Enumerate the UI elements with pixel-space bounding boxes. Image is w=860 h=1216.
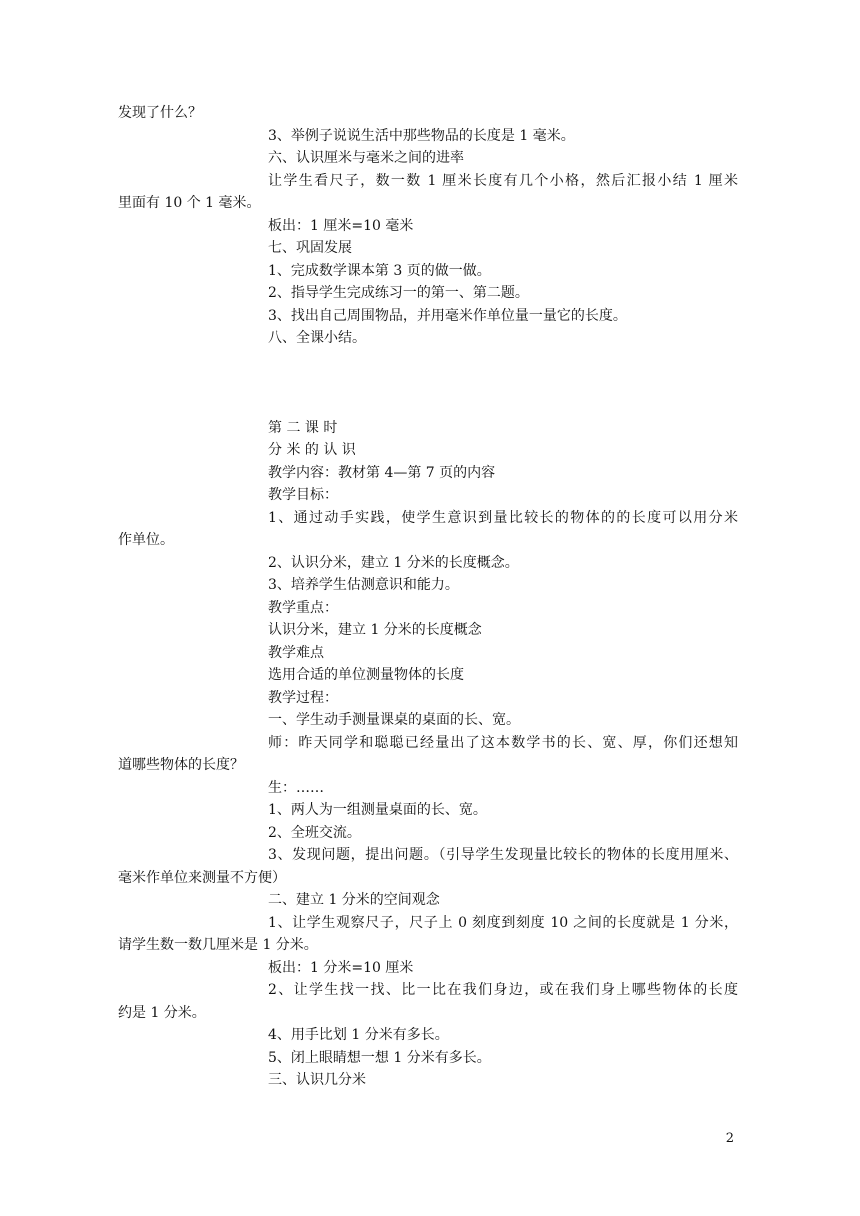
text-line: 教学目标：	[268, 487, 338, 503]
text-line: 约是 1 分米。	[118, 1004, 206, 1021]
text-line: 认识分米，建立 1 分米的长度概念	[268, 622, 482, 638]
text-line: 毫米作单位来测量不方便）	[118, 869, 286, 886]
text-line: 道哪些物体的长度？	[118, 757, 244, 773]
text-line: 5、闭上眼睛想一想 1 分米有多长。	[268, 1049, 491, 1066]
page-number: 2	[725, 1131, 734, 1146]
text-line: 请学生数一数几厘米是 1 分米。	[118, 937, 318, 953]
text-line: 1、通过动手实践，使学生意识到量比较长的物体的的长度可以用分米	[268, 509, 738, 526]
text-line: 2、认识分米，建立 1 分米的长度概念。	[268, 554, 519, 571]
text-line: 师：昨天同学和聪聪已经量出了这本数学书的长、宽、厚，你们还想知	[268, 734, 738, 751]
text-line: 板出：1 分米=10 厘米	[268, 959, 414, 976]
lesson-subtitle: 分 米 的 认 识	[268, 442, 356, 458]
text-line: 生：……	[268, 779, 324, 796]
section-heading: 六、认识厘米与毫米之间的进率	[268, 150, 464, 166]
text-line: 板出：1 厘米=10 毫米	[268, 217, 414, 234]
text-line: 教学过程：	[268, 689, 338, 706]
text-line: 3、找出自己周围物品，并用毫米作单位量一量它的长度。	[268, 307, 627, 324]
text-line: 3、举例子说说生活中那些物品的长度是 1 毫米。	[268, 127, 575, 144]
text-line: 教学难点	[268, 644, 324, 661]
text-line: 1、两人为一组测量桌面的长、宽。	[268, 802, 487, 818]
text-line: 教学重点：	[268, 599, 338, 616]
section-heading: 一、学生动手测量课桌的桌面的长、宽。	[268, 712, 520, 728]
section-heading: 七、巩固发展	[268, 240, 352, 256]
text-line: 2、全班交流。	[268, 824, 361, 841]
section-heading: 二、建立 1 分米的空间观念	[268, 892, 440, 908]
section-heading: 八、全课小结。	[268, 330, 366, 346]
text-line: 1、让学生观察尺子，尺子上 0 刻度到刻度 10 之间的长度就是 1 分米，	[268, 914, 738, 931]
text-line: 2、让学生找一找、比一比在我们身边，或在我们身上哪些物体的长度	[268, 982, 738, 998]
text-line: 3、发现问题，提出问题。（引导学生发现量比较长的物体的长度用厘米、	[268, 847, 738, 863]
text-line: 3、培养学生估测意识和能力。	[268, 577, 459, 593]
text-line: 教学内容：教材第 4—第 7 页的内容	[268, 464, 496, 481]
text-line: 选用合适的单位测量物体的长度	[268, 667, 464, 683]
section-gap	[118, 350, 738, 417]
lesson-title: 第 二 课 时	[268, 419, 338, 436]
text-line: 里面有 10 个 1 毫米。	[118, 195, 261, 211]
text-line: 发现了什么？	[118, 105, 202, 121]
text-line: 作单位。	[118, 532, 174, 548]
text-line: 2、指导学生完成练习一的第一、第二题。	[268, 285, 529, 301]
text-line: 4、用手比划 1 分米有多长。	[268, 1027, 449, 1043]
text-line: 1、完成数学课本第 3 页的做一做。	[268, 262, 491, 279]
text-line: 让学生看尺子，数一数 1 厘米长度有几个小格，然后汇报小结 1 厘米	[268, 172, 738, 189]
body-text	[118, 102, 738, 1092]
section-heading: 三、认识几分米	[268, 1072, 366, 1088]
